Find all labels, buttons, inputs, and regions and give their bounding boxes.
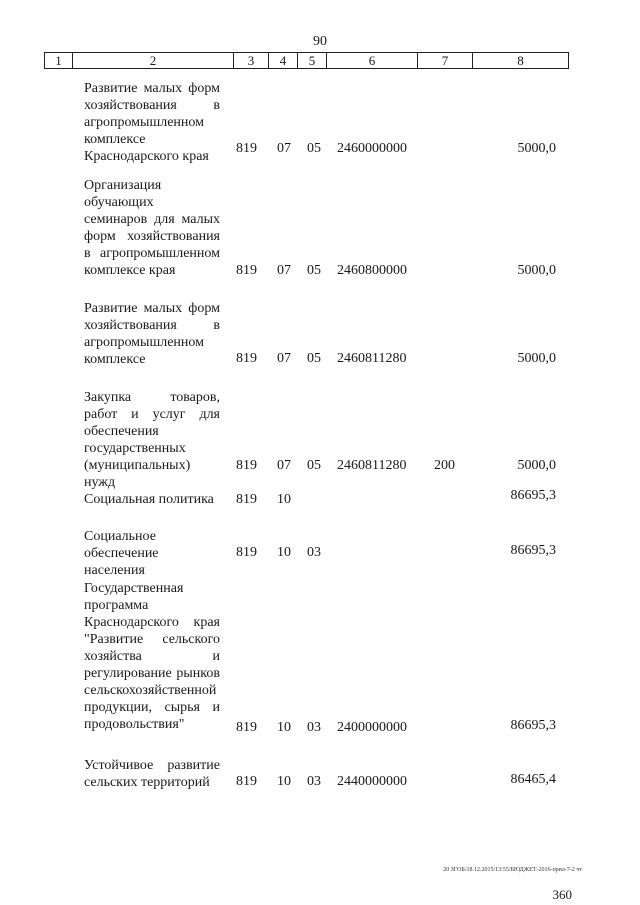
column-header-row: [45, 53, 569, 69]
row-description: Организация обучающих семинаров для малых форм хозяйствования в агропромышленном комплексе края: [84, 178, 220, 278]
row-description: Развитие малых форм хозяйствования в агропромышленном комплексе: [84, 301, 220, 367]
row-amount: 86695,3: [510, 488, 556, 503]
row-description: Социальное обеспечение населения: [84, 529, 159, 578]
column-header-7: 7: [418, 53, 473, 69]
row-code-5: 05: [307, 263, 321, 278]
row-code-4: 10: [277, 774, 291, 789]
row-description: Устойчивое развитие сельских территорий: [84, 758, 220, 790]
row-amount: 5000,0: [517, 458, 556, 473]
column-header-6: 6: [327, 53, 418, 69]
row-code-3: 819: [236, 545, 257, 560]
row-amount: 86695,3: [510, 718, 556, 733]
row-description: Социальная политика: [84, 492, 214, 507]
row-code-4: 10: [277, 545, 291, 560]
row-code-5: 03: [307, 720, 321, 735]
row-amount: 86695,3: [510, 543, 556, 558]
row-code-3: 819: [236, 458, 257, 473]
row-code-3: 819: [236, 351, 257, 366]
column-header-2: 2: [73, 53, 234, 69]
column-header-8: 8: [473, 53, 569, 69]
row-code-6: 2400000000: [337, 720, 407, 735]
row-code-4: 07: [277, 351, 291, 366]
row-code-4: 10: [277, 720, 291, 735]
row-code-6: 2460811280: [337, 458, 407, 473]
row-code-3: 819: [236, 263, 257, 278]
column-header-1: 1: [45, 53, 73, 69]
row-code-5: 03: [307, 545, 321, 560]
row-description: Государственная программа Краснодарского края "Развитие сельского хозяйства и регулирование рынков сельскохозяйственной продукции, сырья и продовольствия": [84, 581, 220, 732]
row-code-5: 03: [307, 774, 321, 789]
row-code-6: 2460811280: [337, 351, 407, 366]
row-amount: 86465,4: [510, 772, 556, 787]
document-footer-code: 20 ЗГОБ/18.12.2015/13:55/БЮДЖЕТ-2016-прил-7-2 чт: [443, 867, 582, 873]
row-amount: 5000,0: [517, 263, 556, 278]
row-amount: 5000,0: [517, 141, 556, 156]
row-code-4: 10: [277, 492, 291, 507]
sheet-number: 360: [552, 887, 572, 902]
row-code-6: 2460000000: [337, 141, 407, 156]
row-code-7: 200: [434, 458, 455, 473]
page-number: 90: [313, 34, 327, 49]
row-code-3: 819: [236, 774, 257, 789]
column-header-table: [44, 52, 569, 69]
column-header-3: 3: [234, 53, 269, 69]
row-code-3: 819: [236, 141, 257, 156]
row-code-5: 05: [307, 458, 321, 473]
row-code-3: 819: [236, 492, 257, 507]
row-code-5: 05: [307, 141, 321, 156]
row-code-3: 819: [236, 720, 257, 735]
column-header-4: 4: [269, 53, 298, 69]
row-code-5: 05: [307, 351, 321, 366]
row-code-6: 2440000000: [337, 774, 407, 789]
row-code-4: 07: [277, 458, 291, 473]
row-code-6: 2460800000: [337, 263, 407, 278]
row-code-4: 07: [277, 141, 291, 156]
row-amount: 5000,0: [517, 351, 556, 366]
row-code-4: 07: [277, 263, 291, 278]
row-description: Развитие малых форм хозяйствования в агропромышленном комплексе Краснодарского края: [84, 81, 220, 164]
row-description: Закупка товаров, работ и услуг для обеспечения государственных (муниципальных) нужд: [84, 390, 220, 490]
column-header-5: 5: [298, 53, 327, 69]
